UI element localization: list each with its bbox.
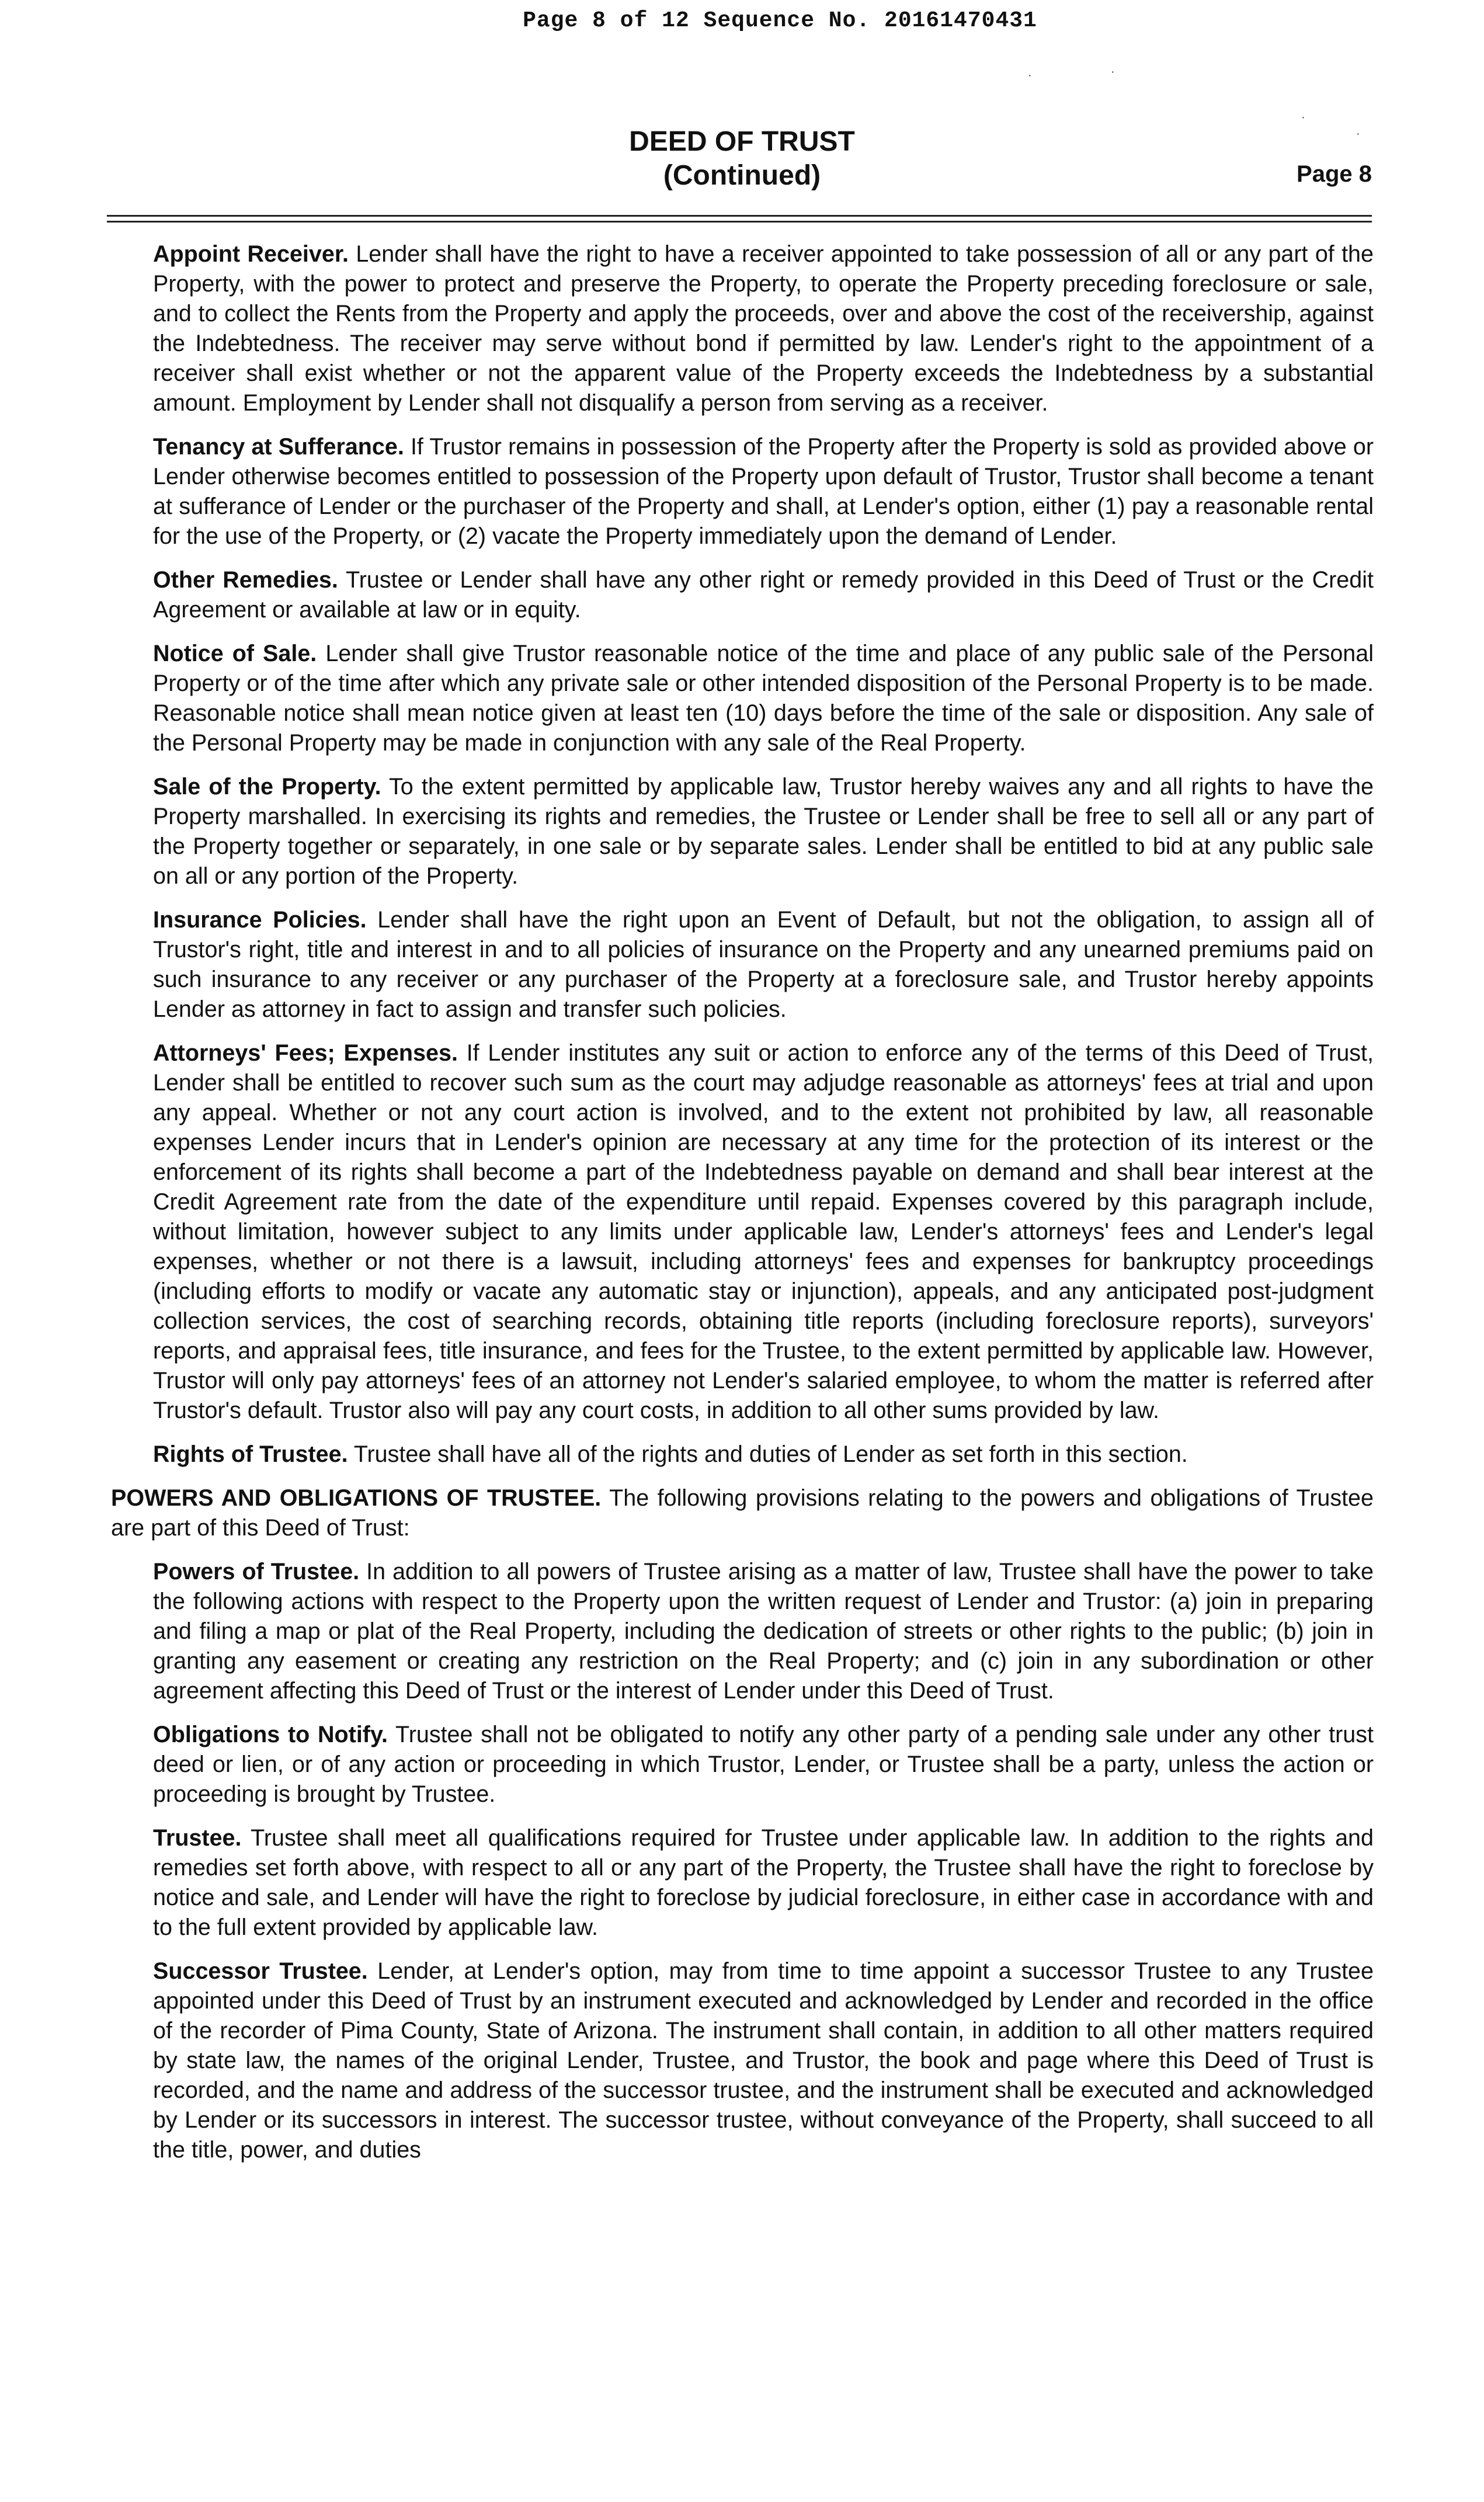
- page-label: Page 8: [1297, 161, 1372, 187]
- scan-speck: ·: [1301, 111, 1305, 124]
- sequence-header: Page 8 of 12 Sequence No. 20161470431: [523, 8, 1037, 33]
- paragraph-notice-of-sale: [153, 639, 1374, 758]
- paragraph-heading: Other Remedies.: [153, 567, 338, 593]
- paragraph-tenancy-at-sufferance: [153, 432, 1374, 551]
- paragraph-powers-of-trustee: [153, 1557, 1374, 1706]
- scan-speck: ·: [1356, 127, 1360, 140]
- paragraph-text: Lender, at Lender's option, may from time to time appoint a successor Trustee to any Trustee appointed under this Deed of Trust by an instrument executed and acknowledged by Lender and recorded in the office of the recorder of Pima County, State of Arizona. The instrument shall contain, in addition to all other matters required by state law, the names of the original Lender, Trustee, and Trustor, the book and page where this Deed of Trust is recorded, and the name and address of the successor trustee, and the instrument shall be executed and acknowledged by Lender or its successors in interest. The successor trustee, without conveyance of the Property, shall succeed to all the title, power, and duties: [153, 1958, 1374, 2163]
- document-title: DEED OF TRUST: [629, 126, 855, 157]
- paragraph-heading: Successor Trustee.: [153, 1958, 368, 1984]
- paragraph-rights-of-trustee: [153, 1440, 1374, 1469]
- paragraph-heading: Trustee.: [153, 1825, 242, 1851]
- paragraph-sale-of-property: [153, 772, 1374, 891]
- paragraph-text: Lender shall give Trustor reasonable notice of the time and place of any public sale of the Personal Property or of the time after which any private sale or other intended disposition of the Personal Property is to be made. Reasonable notice shall mean notice given at least ten (10) days before the time of the sale or disposition. Any sale of the Personal Property may be made in conjunction with any sale of the Real Property.: [153, 641, 1374, 756]
- document-subtitle: (Continued): [663, 160, 821, 191]
- paragraph-heading: Appoint Receiver.: [153, 241, 349, 267]
- section-text: The following provisions relating to the powers and obligations of Trustee are part of this Deed of Trust:: [111, 1485, 1374, 1541]
- section-powers-obligations-trustee: [111, 1483, 1374, 1543]
- paragraph-heading: Attorneys' Fees; Expenses.: [153, 1040, 458, 1066]
- header-rule-bottom: [107, 221, 1372, 223]
- paragraph-text: Trustee shall meet all qualifications required for Trustee under applicable law. In addition to the rights and remedies set forth above, with respect to all or any part of the Property, the Trustee shall have the right to foreclose by notice and sale, and Lender will have the right to foreclose by judicial foreclosure, in either case in accordance with and to the full extent provided by applicable law.: [153, 1825, 1374, 1940]
- paragraph-heading: Sale of the Property.: [153, 774, 381, 800]
- paragraph-text: Trustee or Lender shall have any other right or remedy provided in this Deed of Trust or the Credit Agreement or available at law or in equity.: [153, 567, 1374, 623]
- paragraph-text: If Trustor remains in possession of the Property after the Property is sold as provided above or Lender otherwise becomes entitled to possession of the Property upon default of Trustor, Trustor shall become a tenant at sufferance of Lender or the purchaser of the Property and shall, at Lender's option, either (1) pay a reasonable rental for the use of the Property, or (2) vacate the Property immediately upon the demand of Lender.: [153, 434, 1374, 549]
- paragraph-trustee: [153, 1823, 1374, 1942]
- paragraph-attorneys-fees: [153, 1038, 1374, 1426]
- document-body: [111, 239, 1374, 2179]
- paragraph-insurance-policies: [153, 905, 1374, 1024]
- paragraph-heading: Insurance Policies.: [153, 907, 367, 933]
- paragraph-heading: Notice of Sale.: [153, 641, 317, 666]
- document-title-block: [0, 125, 1484, 193]
- paragraph-heading: Obligations to Notify.: [153, 1722, 388, 1747]
- paragraph-text: Trustee shall not be obligated to notify any other party of a pending sale under any other trust deed or lien, or of any action or proceeding in which Trustor, Lender, or Trustee shall be a party, unless the action or proceeding is brought by Trustee.: [153, 1722, 1374, 1807]
- paragraph-appoint-receiver: [153, 239, 1374, 418]
- paragraph-heading: Tenancy at Sufferance.: [153, 434, 404, 460]
- paragraph-obligations-to-notify: [153, 1720, 1374, 1809]
- paragraph-text: Trustee shall have all of the rights and duties of Lender as set forth in this section.: [353, 1441, 1188, 1467]
- paragraph-text: In addition to all powers of Trustee arising as a matter of law, Trustee shall have the power to take the following actions with respect to the Property upon the written request of Lender and Trustor: (a) join in preparing and filing a map or plat of the Real Property, including the dedication of streets or other rights to the public; (b) join in granting any easement or creating any restriction on the Real Property; and (c) join in any subordination or other agreement affecting this Deed of Trust or the interest of Lender under this Deed of Trust.: [153, 1559, 1374, 1704]
- paragraph-successor-trustee: [153, 1957, 1374, 2165]
- paragraph-text: Lender shall have the right to have a receiver appointed to take possession of all or any part of the Property, with the power to protect and preserve the Property, to operate the Property preceding foreclosure or sale, and to collect the Rents from the Property and apply the proceeds, over and above the cost of the receivership, against the Indebtedness. The receiver may serve without bond if permitted by law. Lender's right to the appointment of a receiver shall exist whether or not the apparent value of the Property exceeds the Indebtedness by a substantial amount. Employment by Lender shall not disqualify a person from serving as a receiver.: [153, 241, 1374, 416]
- scan-speck: ·: [1111, 65, 1115, 78]
- paragraph-text: To the extent permitted by applicable law, Trustor hereby waives any and all rights to have the Property marshalled. In exercising its rights and remedies, the Trustee or Lender shall be free to sell all or any part of the Property together or separately, in one sale or by separate sales. Lender shall be entitled to bid at any public sale on all or any portion of the Property.: [153, 774, 1374, 889]
- section-heading: POWERS AND OBLIGATIONS OF TRUSTEE.: [111, 1485, 602, 1511]
- paragraph-text: Lender shall have the right upon an Event of Default, but not the obligation, to assign all of Trustor's right, title and interest in and to all policies of insurance on the Property and any unearned premiums paid on such insurance to any receiver or any purchaser of the Property at a foreclosure sale, and Trustor hereby appoints Lender as attorney in fact to assign and transfer such policies.: [153, 907, 1374, 1022]
- paragraph-heading: Powers of Trustee.: [153, 1559, 360, 1584]
- header-rule-top: [107, 215, 1372, 217]
- scan-speck: ·: [1028, 69, 1032, 82]
- paragraph-heading: Rights of Trustee.: [153, 1441, 348, 1467]
- paragraph-other-remedies: [153, 565, 1374, 625]
- paragraph-text: If Lender institutes any suit or action to enforce any of the terms of this Deed of Trust, Lender shall be entitled to recover such sum as the court may adjudge reasonable as attorneys' fees at trial and upon any appeal. Whether or not any court action is involved, and to the extent not prohibited by law, all reasonable expenses Lender incurs that in Lender's opinion are necessary at any time for the protection of its interest or the enforcement of its rights shall become a part of the Indebtedness payable on demand and shall bear interest at the Credit Agreement rate from the date of the expenditure until repaid. Expenses covered by this paragraph include, without limitation, however subject to any limits under applicable law, Lender's attorneys' fees and Lender's legal expenses, whether or not there is a lawsuit, including attorneys' fees and expenses for bankruptcy proceedings (including efforts to modify or vacate any automatic stay or injunction), appeals, and any anticipated post-judgment collection services, the cost of searching records, obtaining title reports (including foreclosure reports), surveyors' reports, and appraisal fees, title insurance, and fees for the Trustee, to the extent permitted by applicable law. However, Trustor will only pay attorneys' fees of an attorney not Lender's salaried employee, to whom the matter is referred after Trustor's default. Trustor also will pay any court costs, in addition to all other sums provided by law.: [153, 1040, 1374, 1423]
